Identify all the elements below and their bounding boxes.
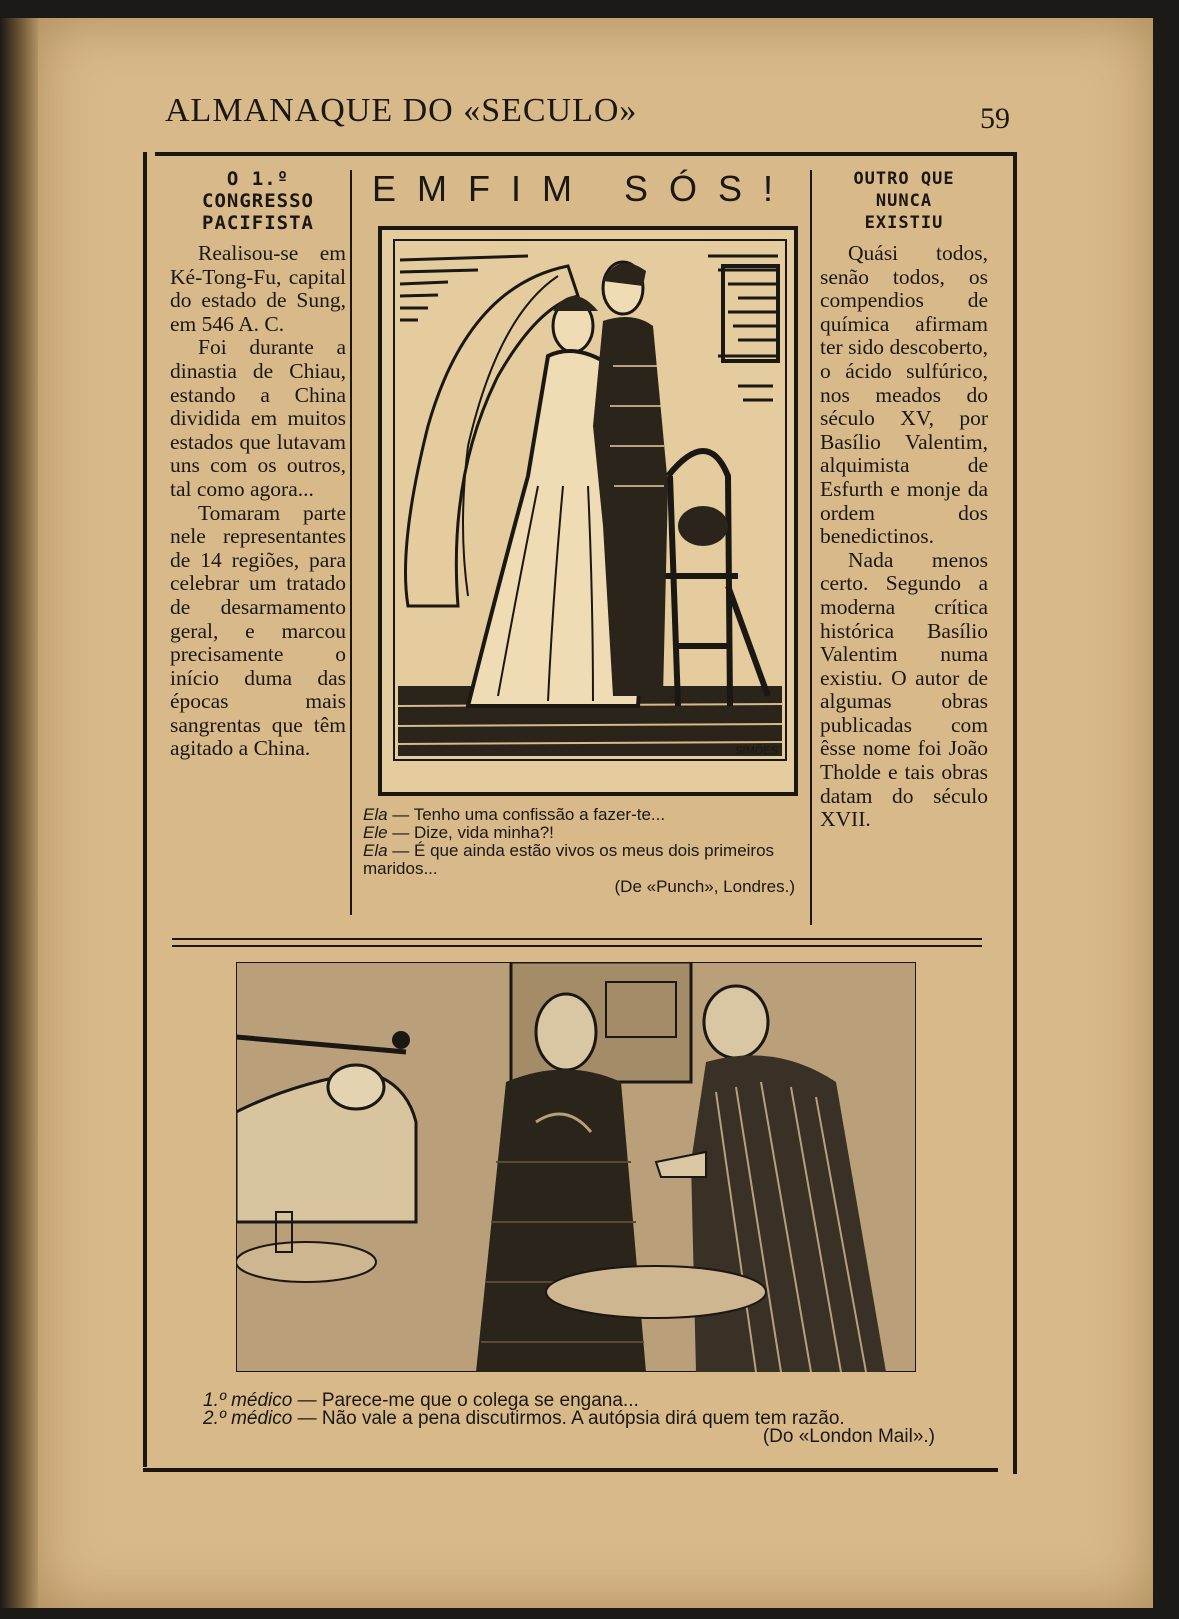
article-valentim: [820, 168, 988, 832]
heading-line: PACIFISTA: [202, 212, 314, 234]
paragraph: Tomaram parte nele representantes de 14 regiões, para celebrar um tratado de desarmamento geral, e marcou precisamente o início duma das épocas mais sangrentas que têm agitado a China.: [170, 500, 346, 761]
speaker: 2.º médico: [203, 1408, 293, 1429]
speaker: Ela: [363, 805, 388, 824]
page-number: 59: [980, 102, 1010, 135]
dialogue: — É que ainda estão vivos os meus dois primeiros maridos...: [363, 841, 775, 878]
frame-top-rule: [155, 152, 1015, 156]
article-heading: [170, 168, 346, 234]
article-body: [170, 242, 346, 761]
running-header: ALMANAQUE DO «SECULO»: [165, 92, 638, 129]
caption-source: (Do «London Mail».): [762, 1426, 935, 1447]
section-divider: [172, 938, 982, 940]
dialogue: — Dize, vida minha?!: [387, 823, 554, 842]
article-congress: [170, 168, 346, 761]
frame-left-rule: [143, 152, 147, 1467]
column-divider-left: [350, 170, 352, 915]
paragraph: Quási todos, senão todos, os compendios de química afirmam ter sido descoberto, o ácido sulfúrico, nos meados do século XV, por Basílio Valentim, alquimista de Esfurth e monje da ordem dos benedictinos.: [820, 241, 988, 549]
heading-line: O 1.º CONGRESSO: [202, 168, 314, 212]
doctors-cartoon-illustration: [236, 962, 916, 1372]
caption-line: [363, 806, 795, 824]
speaker: Ela: [363, 841, 388, 860]
frame-right-rule: [1013, 152, 1017, 1474]
article-body: [820, 242, 988, 832]
dialogue: — Parece-me que o colega se engana...: [292, 1390, 639, 1411]
column-divider-right: [810, 170, 812, 925]
caption-line: [363, 824, 795, 842]
bottom-cartoon-caption: [165, 1392, 975, 1446]
frame-bottom-rule: [143, 1468, 998, 1472]
artist-signature: SIMÕES: [735, 745, 778, 757]
caption-line: [363, 842, 795, 878]
paragraph: Foi durante a dinastia de Chiau, estando a China dividida em muitos estados que lutavam uns com os outros, tal como agora...: [170, 335, 346, 501]
paragraph: Realisou-se em Ké-Tong-Fu, capital do estado de Sung, em 546 A. C.: [170, 241, 346, 336]
heading-line: OUTRO QUE NUNCA: [853, 169, 955, 211]
wedding-cartoon-illustration: [378, 226, 798, 796]
cartoon-caption: [363, 806, 795, 896]
heading-line: EXISTIU: [864, 213, 944, 233]
paragraph: Nada menos certo. Segundo a moderna crítica histórica Basílio Valentim numa existiu. O autor de algumas obras publicadas com êsse nome foi João Tholde e tais obras datam do século XVII.: [820, 547, 988, 832]
dialogue: — Tenho uma confissão a fazer-te...: [387, 805, 666, 824]
article-heading: [820, 168, 988, 234]
caption-source: (De «Punch», Londres.): [614, 877, 795, 896]
speaker: Ele: [363, 823, 388, 842]
cartoon-title: EMFIM SÓS!: [372, 168, 795, 209]
dialogue: — Não vale a pena discutirmos. A autópsia dirá quem tem razão.: [292, 1408, 845, 1429]
speaker: 1.º médico: [203, 1390, 293, 1411]
